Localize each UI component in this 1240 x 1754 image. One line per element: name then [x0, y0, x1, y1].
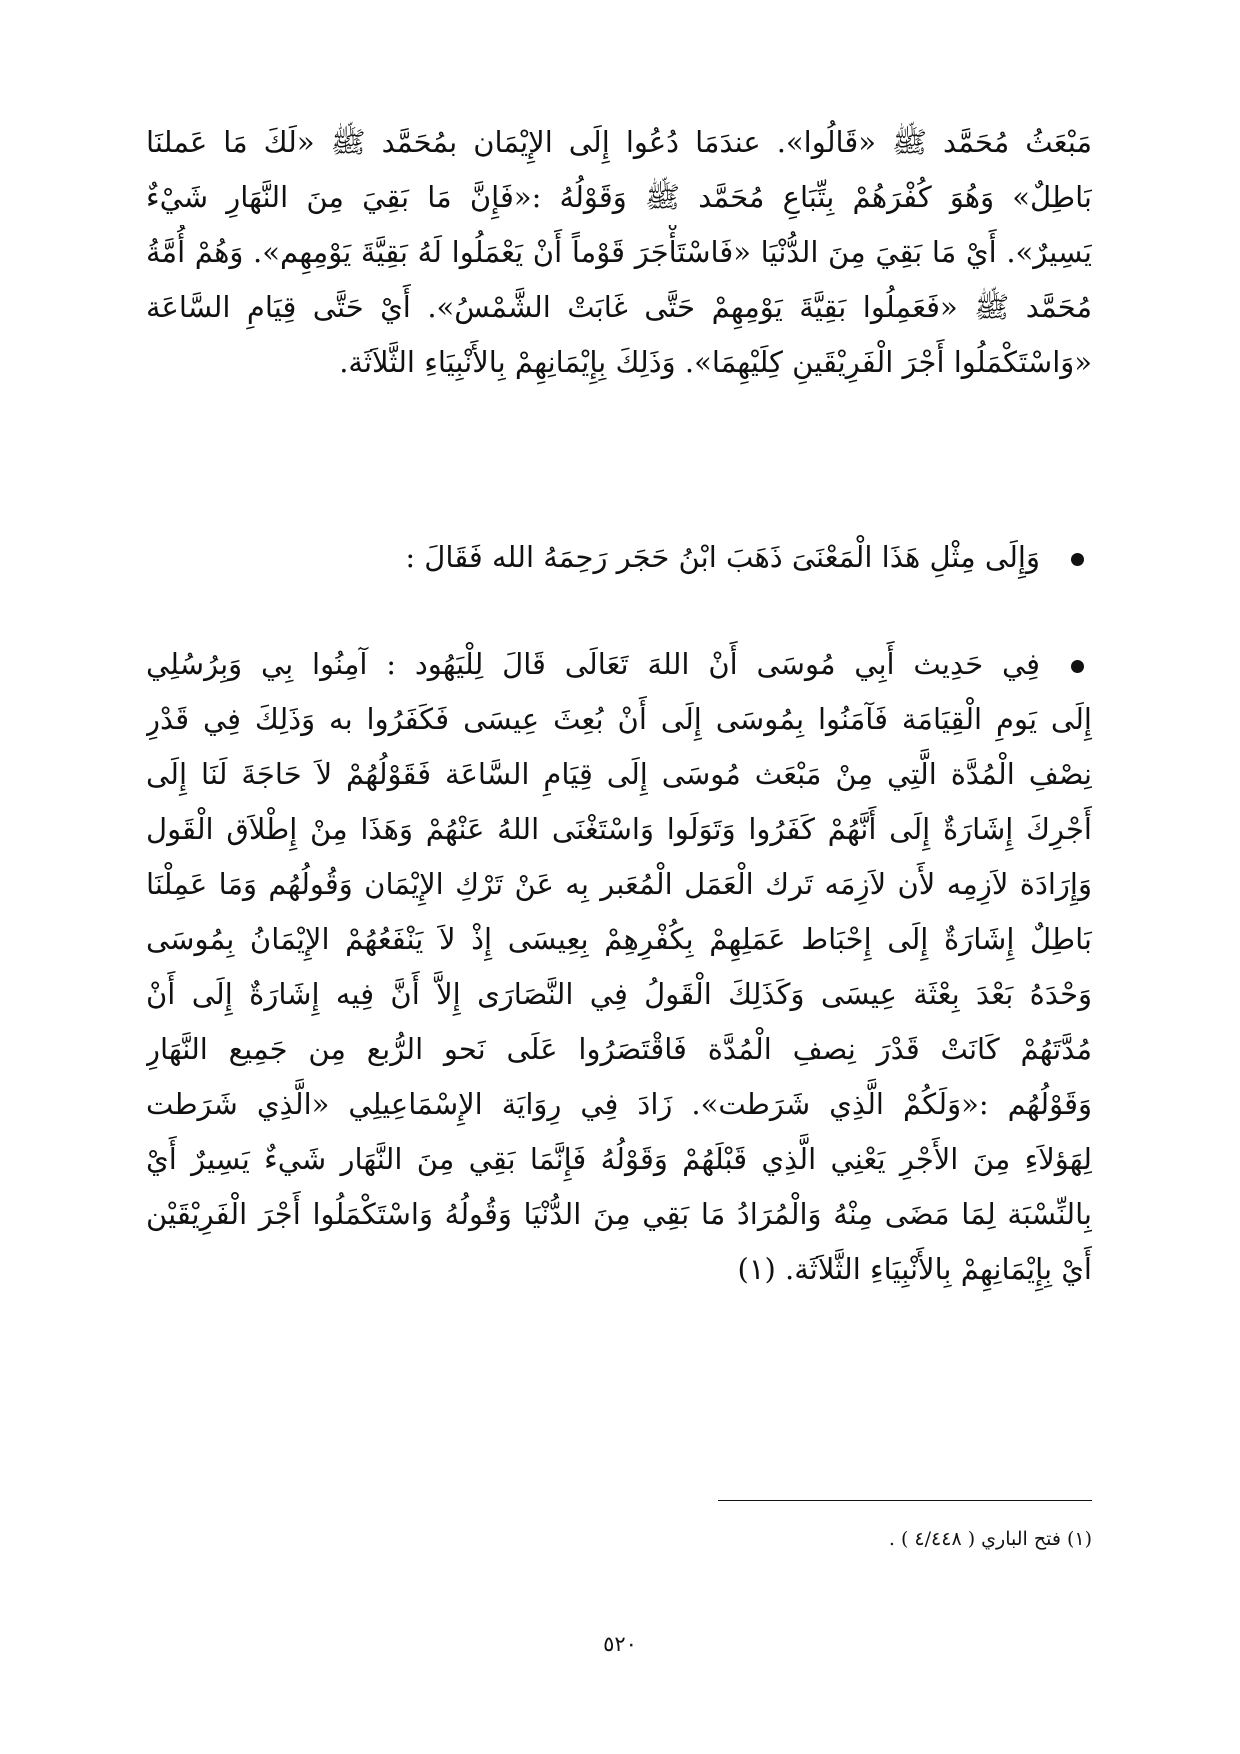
paragraph-line: وَإِرَادَة لاَزِمِه لأَن لاَزِمَه تَرك الْعَمَل الْمُعَبر بِه عَنْ تَرْكِ الإِيْمَان وَقُولُهُم وَمَا عَمِلْنَا — [146, 867, 1092, 901]
paragraph-line: لِهَؤلاَءِ مِنَ الأَجْرِ يَعْنِي الَّذِي قَبْلَهُمْ وَقَوْلُهُ فَإِنَّمَا بَقِي مِنَ النَّهَار شَيءٌ يَسِيرٌ أَيْ — [146, 1142, 1092, 1176]
bullet-row — [146, 637, 1092, 692]
page-number: ٥٢٠ — [603, 1632, 637, 1656]
bullet-item-1 — [146, 530, 1092, 585]
paragraph-1 — [146, 115, 1092, 390]
paragraph-line: «وَاسْتَكْمَلُوا أَجْرَ الْفَرِيْقَينِ كِلَيْهِمَا». وَذَلِكَ بِإِيْمَانِهِمْ بِالأَنْبِيَاءِ الثَّلاَثَة. — [339, 345, 1092, 379]
bullet-icon — [1071, 553, 1084, 566]
bullet-row — [146, 530, 1092, 585]
footnote: (١) فتح الباري ( ٤/٤٤٨ ) . — [888, 1528, 1092, 1550]
paragraph-line: مَبْعَثُ مُحَمَّد ﷺ «قَالُوا». عندَمَا دُعُوا إِلَى الإِيْمَان بمُحَمَّد ﷺ «لَكَ مَا عَملنَا — [146, 125, 1092, 159]
paragraph-line: أَيْ بِإِيْمَانِهِمْ بِالأَنْبِيَاءِ الثَّلاَثَة. (١) — [737, 1252, 1092, 1286]
paragraph-line: فِي حَدِيث أَبِي مُوسَى أَنْ اللهَ تَعَالَى قَالَ لِلْيَهُود : آمِنُوا بِي وَبِرُسُلِي — [146, 647, 1040, 681]
bullet-icon — [1071, 660, 1084, 673]
paragraph-line: بَاطِلٌ» وَهُوَ كُفْرَهُمْ بِتِّبَاعِ مُحَمَّد ﷺ وَقَوْلُهُ :«فَإِنَّ مَا بَقِيَ مِنَ النَّهَارِ شَيْءٌ — [146, 180, 1092, 214]
bullet-item-2 — [146, 637, 1092, 1297]
paragraph-line: بِالنِّسْبَة لِمَا مَضَى مِنْهُ وَالْمُرَادُ مَا بَقِي مِنَ الدُّنْيَا وَقُولُهُ وَاسْتَكْمَلُوا أَجْرَ الْفَرِيْقَيْن — [146, 1197, 1092, 1231]
paragraph-line: يَسِيرٌ». أَيْ مَا بَقِيَ مِنَ الدُّنْيَا «فَاسْتَأْجَرَ قَوْماً أَنْ يَعْمَلُوا لَهُ بَقِيَّةَ يَوْمِهِم». وَهُمْ أُمَّةُ — [146, 235, 1092, 269]
paragraph-line: وَحْدَهُ بَعْدَ بِعْثَة عِيسَى وَكَذَلِكَ الْقَولُ فِي النَّصَارَى إِلاَّ أَنَّ فِيه إِشَارَةٌ إِلَى أَنْ — [146, 977, 1092, 1011]
paragraph-line: بَاطِلٌ إِشَارَةٌ إِلَى إِحْبَاط عَمَلِهِمْ بِكُفْرِهِمْ بِعِيسَى إِذْ لاَ يَنْفَعُهُمْ الإِيْمَانُ بِمُوسَى — [146, 922, 1092, 956]
paragraph-line: مُدَّتَهُمْ كَانَتْ قَدْرَ نِصفِ الْمُدَّة فَاقْتَصَرُوا عَلَى نَحو الرُّبع مِن جَمِيع النَّهَارِ — [146, 1032, 1092, 1066]
paragraph-line: وَقَوْلُهُم :«وَلَكُمْ الَّذِي شَرَطت». زَادَ فِي رِوَايَة الإِسْمَاعِيلِي «الَّذِي شَرَطت — [146, 1087, 1092, 1121]
footnote-separator — [718, 1500, 1092, 1501]
paragraph-line: مُحَمَّد ﷺ «فَعَمِلُوا بَقِيَّةَ يَوْمِهِمْ حَتَّى غَابَتْ الشَّمْسُ». أَيْ حَتَّى قِيَامِ السَّاعَة — [146, 290, 1092, 324]
bullet-text: وَإِلَى مِثْلِ هَذَا الْمَعْنَىَ ذَهَبَ ابْنُ حَجَر رَحِمَهُ الله فَقَالَ : — [405, 540, 1040, 574]
paragraph-line: نِصْفِ الْمُدَّة الَّتِي مِنْ مَبْعَث مُوسَى إِلَى قِيَامِ السَّاعَة فَقَوْلُهُمْ لاَ حَاجَةَ لَنَا إِلَى — [146, 757, 1092, 791]
paragraph-line: إِلَى يَومِ الْقِيَامَة فَآمَنُوا بِمُوسَى إِلَى أَنْ بُعِثَ عِيسَى فَكَفَرُوا به وَذَلِكَ فِي قَدْرِ — [146, 702, 1092, 736]
paragraph-line: أَجْرِكَ إِشَارَةٌ إِلَى أَنَّهُمْ كَفَرُوا وَتَوَلَوا وَاسْتَغْنَى اللهُ عَنْهُمْ وَهَذَا مِنْ إِطْلاَق الْقَول — [146, 812, 1092, 846]
